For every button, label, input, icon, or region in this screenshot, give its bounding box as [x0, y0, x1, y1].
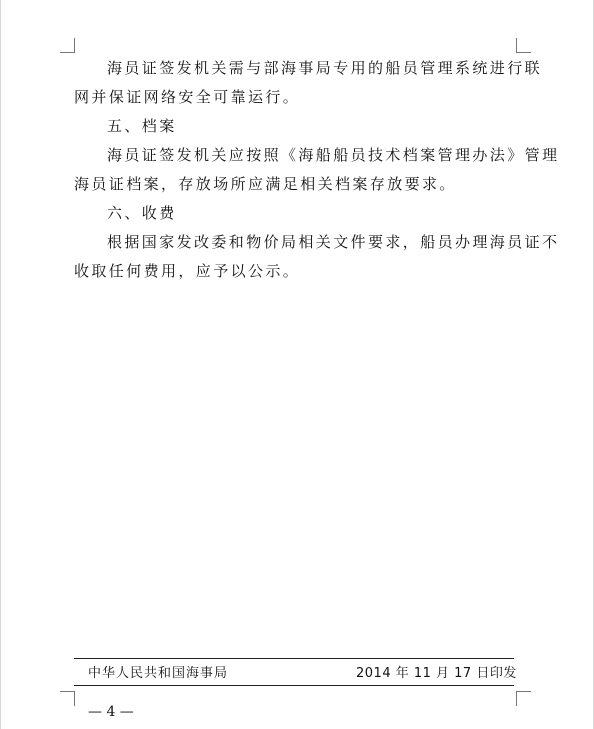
footer-issue-date: 2014 年 11 月 17 日印发 — [356, 666, 517, 681]
paragraph-line: 海员证签发机关需与部海事局专用的船员管理系统进行联 — [107, 59, 543, 77]
page-number: — 4 — — [88, 704, 134, 720]
footer-rule-top — [74, 658, 514, 659]
footer-issuer: 中华人民共和国海事局 — [88, 666, 229, 681]
crop-mark-top-left — [60, 38, 75, 53]
paragraph-line: 网并保证网络安全可靠运行。 — [74, 88, 301, 106]
paragraph-line: 海员证签发机关应按照《海船船员技术档案管理办法》管理 — [107, 146, 560, 164]
crop-mark-top-right — [516, 38, 531, 53]
paragraph-line: 收取任何费用，应予以公示。 — [74, 262, 301, 280]
paragraph-line: 根据国家发改委和物价局相关文件要求，船员办理海员证不 — [107, 233, 560, 251]
document-body — [74, 54, 560, 286]
footer-rule-bottom — [74, 685, 514, 686]
crop-mark-bottom-right — [516, 691, 531, 706]
section-heading-archives: 五、档案 — [107, 117, 177, 135]
crop-mark-bottom-left — [60, 691, 75, 706]
section-heading-fees: 六、收费 — [107, 204, 177, 222]
paragraph-line: 海员证档案，存放场所应满足相关档案存放要求。 — [74, 175, 457, 193]
page-edge-left — [0, 0, 1, 729]
